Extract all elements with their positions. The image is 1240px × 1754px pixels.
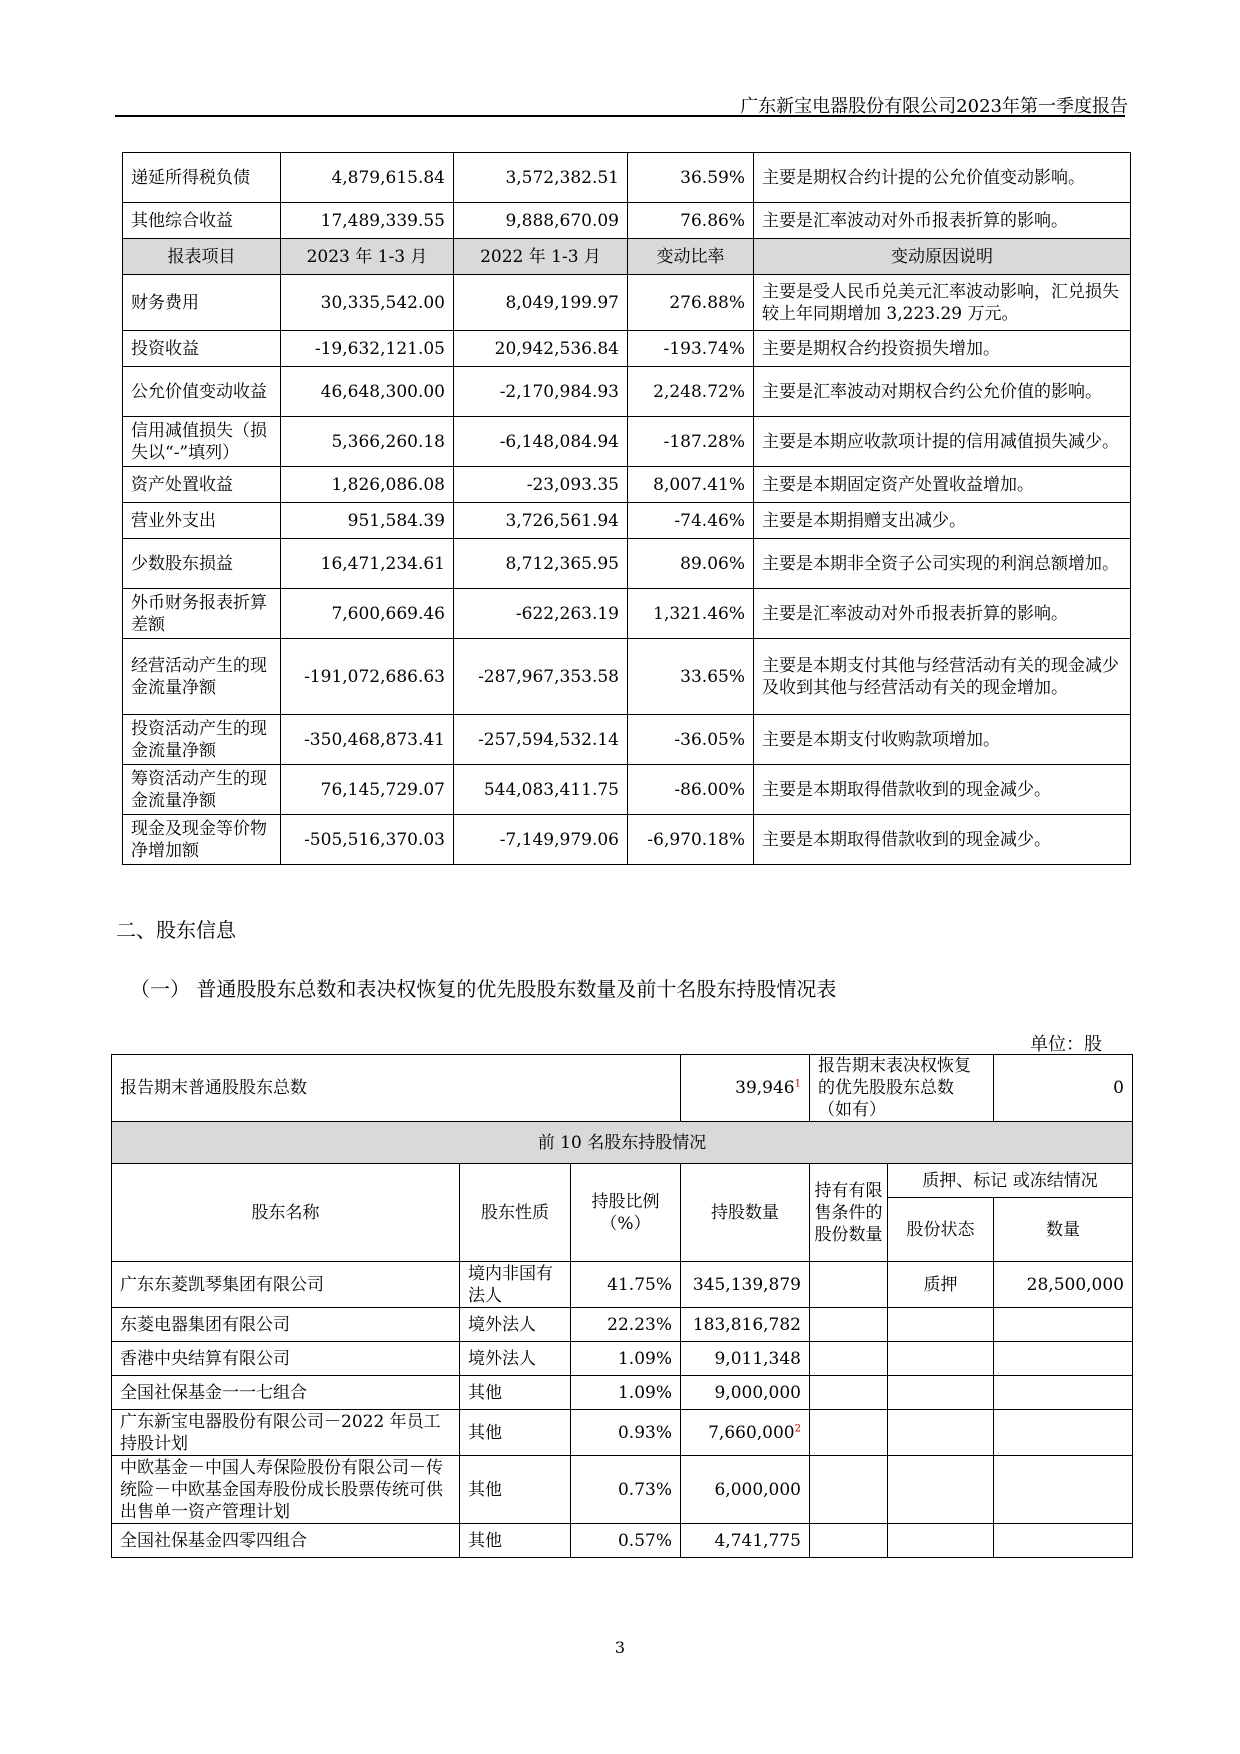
cell-ratio: 22.23% [571,1308,681,1342]
cell-ratio: 76.86% [628,203,754,239]
cell-item: 外币财务报表折算差额 [123,589,281,639]
col-header-name: 股东名称 [112,1164,460,1262]
cell-previous: -6,148,084.94 [454,417,628,467]
table-row [123,539,1131,589]
cell-nature: 境外法人 [460,1308,571,1342]
cell-previous: -257,594,532.14 [454,715,628,765]
cell-nature: 境内非国有法人 [460,1262,571,1308]
table-row [123,715,1131,765]
cell-pledge-qty [994,1342,1133,1376]
cell-item: 资产处置收益 [123,467,281,503]
total-shareholders-label: 报告期末普通股股东总数 [112,1055,681,1122]
cell-quantity: 9,000,000 [681,1376,810,1410]
table-row [112,1456,1133,1524]
financial-changes-table [122,152,1131,865]
cell-status [888,1342,994,1376]
cell-previous: 3,726,561.94 [454,503,628,539]
page-number: 3 [614,1638,626,1657]
cell-current: 17,489,339.55 [281,203,454,239]
cell-status [888,1456,994,1524]
cell-ratio: 41.75% [571,1262,681,1308]
col-header-restricted: 持有有限售条件的股份数量 [810,1164,888,1262]
cell-previous: 20,942,536.84 [454,331,628,367]
cell-status [888,1410,994,1456]
cell-restricted [810,1342,888,1376]
cell-ratio: 0.57% [571,1524,681,1558]
cell-status [888,1524,994,1558]
cell-item: 经营活动产生的现金流量净额 [123,639,281,715]
unit-label: 单位：股 [1030,1034,1102,1055]
cell-name: 中欧基金－中国人寿保险股份有限公司－传统险－中欧基金国寿股份成长股票传统可供出售单一资产管理计划 [112,1456,460,1524]
cell-current: 4,879,615.84 [281,153,454,203]
cell-quantity: 6,000,000 [681,1456,810,1524]
top10-title: 前 10 名股东持股情况 [112,1122,1133,1164]
cell-quantity: 7,660,000$^2$ [681,1410,810,1456]
cell-name: 广东新宝电器股份有限公司－2022 年员工持股计划 [112,1410,460,1456]
table-row [123,765,1131,815]
cell-restricted [810,1376,888,1410]
cell-ratio: 33.65% [628,639,754,715]
cell-quantity: 4,741,775 [681,1524,810,1558]
col-header-pledge-qty: 数量 [994,1198,1133,1262]
table-row [123,417,1131,467]
cell-item: 公允价值变动收益 [123,367,281,417]
cell-ratio: -86.00% [628,765,754,815]
cell-reason: 主要是汇率波动对外币报表折算的影响。 [754,589,1131,639]
table-row [112,1342,1133,1376]
cell-ratio: 1.09% [571,1342,681,1376]
cell-current: 7,600,669.46 [281,589,454,639]
cell-ratio: 36.59% [628,153,754,203]
cell-nature: 境外法人 [460,1342,571,1376]
cell-item: 投资活动产生的现金流量净额 [123,715,281,765]
cell-restricted [810,1308,888,1342]
cell-status [888,1308,994,1342]
cell-reason: 主要是本期取得借款收到的现金减少。 [754,815,1131,865]
table-row [123,503,1131,539]
cell-nature: 其他 [460,1524,571,1558]
cell-item: 少数股东损益 [123,539,281,589]
table-header-row [123,239,1131,275]
cell-ratio: 8,007.41% [628,467,754,503]
cell-previous: 2022 年 1-3 月 [454,239,628,275]
table-row [123,153,1131,203]
cell-ratio: 1.09% [571,1376,681,1410]
cell-previous: 9,888,670.09 [454,203,628,239]
table-row [123,815,1131,865]
cell-current: -19,632,121.05 [281,331,454,367]
cell-status [888,1376,994,1410]
cell-ratio: 变动比率 [628,239,754,275]
cell-reason: 主要是本期非全资子公司实现的利润总额增加。 [754,539,1131,589]
cell-reason: 主要是本期支付收购款项增加。 [754,715,1131,765]
col-header-pledge-group: 质押、标记 或冻结情况 [888,1164,1133,1198]
cell-restricted [810,1410,888,1456]
cell-ratio: -36.05% [628,715,754,765]
cell-item: 筹资活动产生的现金流量净额 [123,765,281,815]
cell-pledge-qty [994,1308,1133,1342]
cell-quantity: 183,816,782 [681,1308,810,1342]
col-header-quantity: 持股数量 [681,1164,810,1262]
cell-current: 16,471,234.61 [281,539,454,589]
table-row [123,589,1131,639]
cell-pledge-qty [994,1456,1133,1524]
cell-previous: 8,049,199.97 [454,275,628,331]
cell-reason: 主要是汇率波动对期权合约公允价值的影响。 [754,367,1131,417]
cell-nature: 其他 [460,1410,571,1456]
cell-item: 财务费用 [123,275,281,331]
preferred-shareholders-value: 0 [994,1055,1133,1122]
cell-current: 46,648,300.00 [281,367,454,417]
cell-ratio: 0.93% [571,1410,681,1456]
footnote-mark: 2 [794,1422,801,1434]
cell-ratio: -6,970.18% [628,815,754,865]
cell-reason: 主要是本期取得借款收到的现金减少。 [754,765,1131,815]
footnote-mark: 1 [794,1078,801,1090]
cell-reason: 主要是期权合约投资损失增加。 [754,331,1131,367]
cell-ratio: -74.46% [628,503,754,539]
cell-ratio: 276.88% [628,275,754,331]
table-row [112,1524,1133,1558]
cell-current: -191,072,686.63 [281,639,454,715]
cell-reason: 主要是本期支付其他与经营活动有关的现金减少及收到其他与经营活动有关的现金增加。 [754,639,1131,715]
report-header-title: 广东新宝电器股份有限公司2023年第一季度报告 [740,96,1128,117]
cell-previous: 544,083,411.75 [454,765,628,815]
cell-ratio: 2,248.72% [628,367,754,417]
table-row [112,1410,1133,1456]
cell-ratio: 1,321.46% [628,589,754,639]
col-header-ratio: 持股比例（%） [571,1164,681,1262]
cell-current: -350,468,873.41 [281,715,454,765]
cell-reason: 主要是汇率波动对外币报表折算的影响。 [754,203,1131,239]
cell-ratio: -187.28% [628,417,754,467]
table-row [112,1376,1133,1410]
cell-reason: 主要是受人民币兑美元汇率波动影响，汇兑损失较上年同期增加 3,223.29 万元。 [754,275,1131,331]
cell-current: 951,584.39 [281,503,454,539]
cell-pledge-qty [994,1376,1133,1410]
cell-current: 30,335,542.00 [281,275,454,331]
cell-name: 广东东菱凯琴集团有限公司 [112,1262,460,1308]
cell-item: 报表项目 [123,239,281,275]
cell-quantity: 345,139,879 [681,1262,810,1308]
section-title: 二、股东信息 [116,918,236,942]
cell-current: 76,145,729.07 [281,765,454,815]
cell-previous: -287,967,353.58 [454,639,628,715]
cell-restricted [810,1524,888,1558]
cell-current: -505,516,370.03 [281,815,454,865]
cell-current: 1,826,086.08 [281,467,454,503]
cell-reason: 主要是期权合约计提的公允价值变动影响。 [754,153,1131,203]
cell-ratio: 0.73% [571,1456,681,1524]
cell-item: 投资收益 [123,331,281,367]
table-row [123,467,1131,503]
cell-previous: -2,170,984.93 [454,367,628,417]
cell-item: 信用减值损失（损失以“-”填列） [123,417,281,467]
table-row [123,275,1131,331]
cell-pledge-qty [994,1410,1133,1456]
header-rule [115,115,1125,117]
cell-name: 东菱电器集团有限公司 [112,1308,460,1342]
cell-current: 2023 年 1-3 月 [281,239,454,275]
cell-name: 香港中央结算有限公司 [112,1342,460,1376]
cell-ratio: 89.06% [628,539,754,589]
cell-restricted [810,1262,888,1308]
cell-reason: 变动原因说明 [754,239,1131,275]
table-row [123,203,1131,239]
cell-previous: -7,149,979.06 [454,815,628,865]
table-row [112,1262,1133,1308]
shareholders-table [111,1054,1133,1558]
cell-reason: 主要是本期固定资产处置收益增加。 [754,467,1131,503]
cell-pledge-qty [994,1524,1133,1558]
table-row [123,639,1131,715]
total-shareholders-value: 39,946$^1$ [681,1055,810,1122]
cell-reason: 主要是本期应收款项计提的信用减值损失减少。 [754,417,1131,467]
table-row [123,367,1131,417]
cell-nature: 其他 [460,1456,571,1524]
cell-item: 其他综合收益 [123,203,281,239]
cell-previous: 3,572,382.51 [454,153,628,203]
preferred-shareholders-label: 报告期末表决权恢复的优先股股东总数（如有） [810,1055,994,1122]
cell-status: 质押 [888,1262,994,1308]
cell-reason: 主要是本期捐赠支出减少。 [754,503,1131,539]
cell-pledge-qty: 28,500,000 [994,1262,1133,1308]
col-header-pledge-status: 股份状态 [888,1198,994,1262]
cell-nature: 其他 [460,1376,571,1410]
cell-current: 5,366,260.18 [281,417,454,467]
col-header-nature: 股东性质 [460,1164,571,1262]
section-subtitle: （一） 普通股股东总数和表决权恢复的优先股股东数量及前十名股东持股情况表 [130,977,837,1001]
cell-quantity: 9,011,348 [681,1342,810,1376]
cell-name: 全国社保基金一一七组合 [112,1376,460,1410]
cell-name: 全国社保基金四零四组合 [112,1524,460,1558]
cell-ratio: -193.74% [628,331,754,367]
table-row [123,331,1131,367]
cell-restricted [810,1456,888,1524]
cell-previous: -622,263.19 [454,589,628,639]
table-row [112,1308,1133,1342]
cell-item: 现金及现金等价物净增加额 [123,815,281,865]
cell-item: 递延所得税负债 [123,153,281,203]
cell-item: 营业外支出 [123,503,281,539]
cell-previous: -23,093.35 [454,467,628,503]
cell-previous: 8,712,365.95 [454,539,628,589]
